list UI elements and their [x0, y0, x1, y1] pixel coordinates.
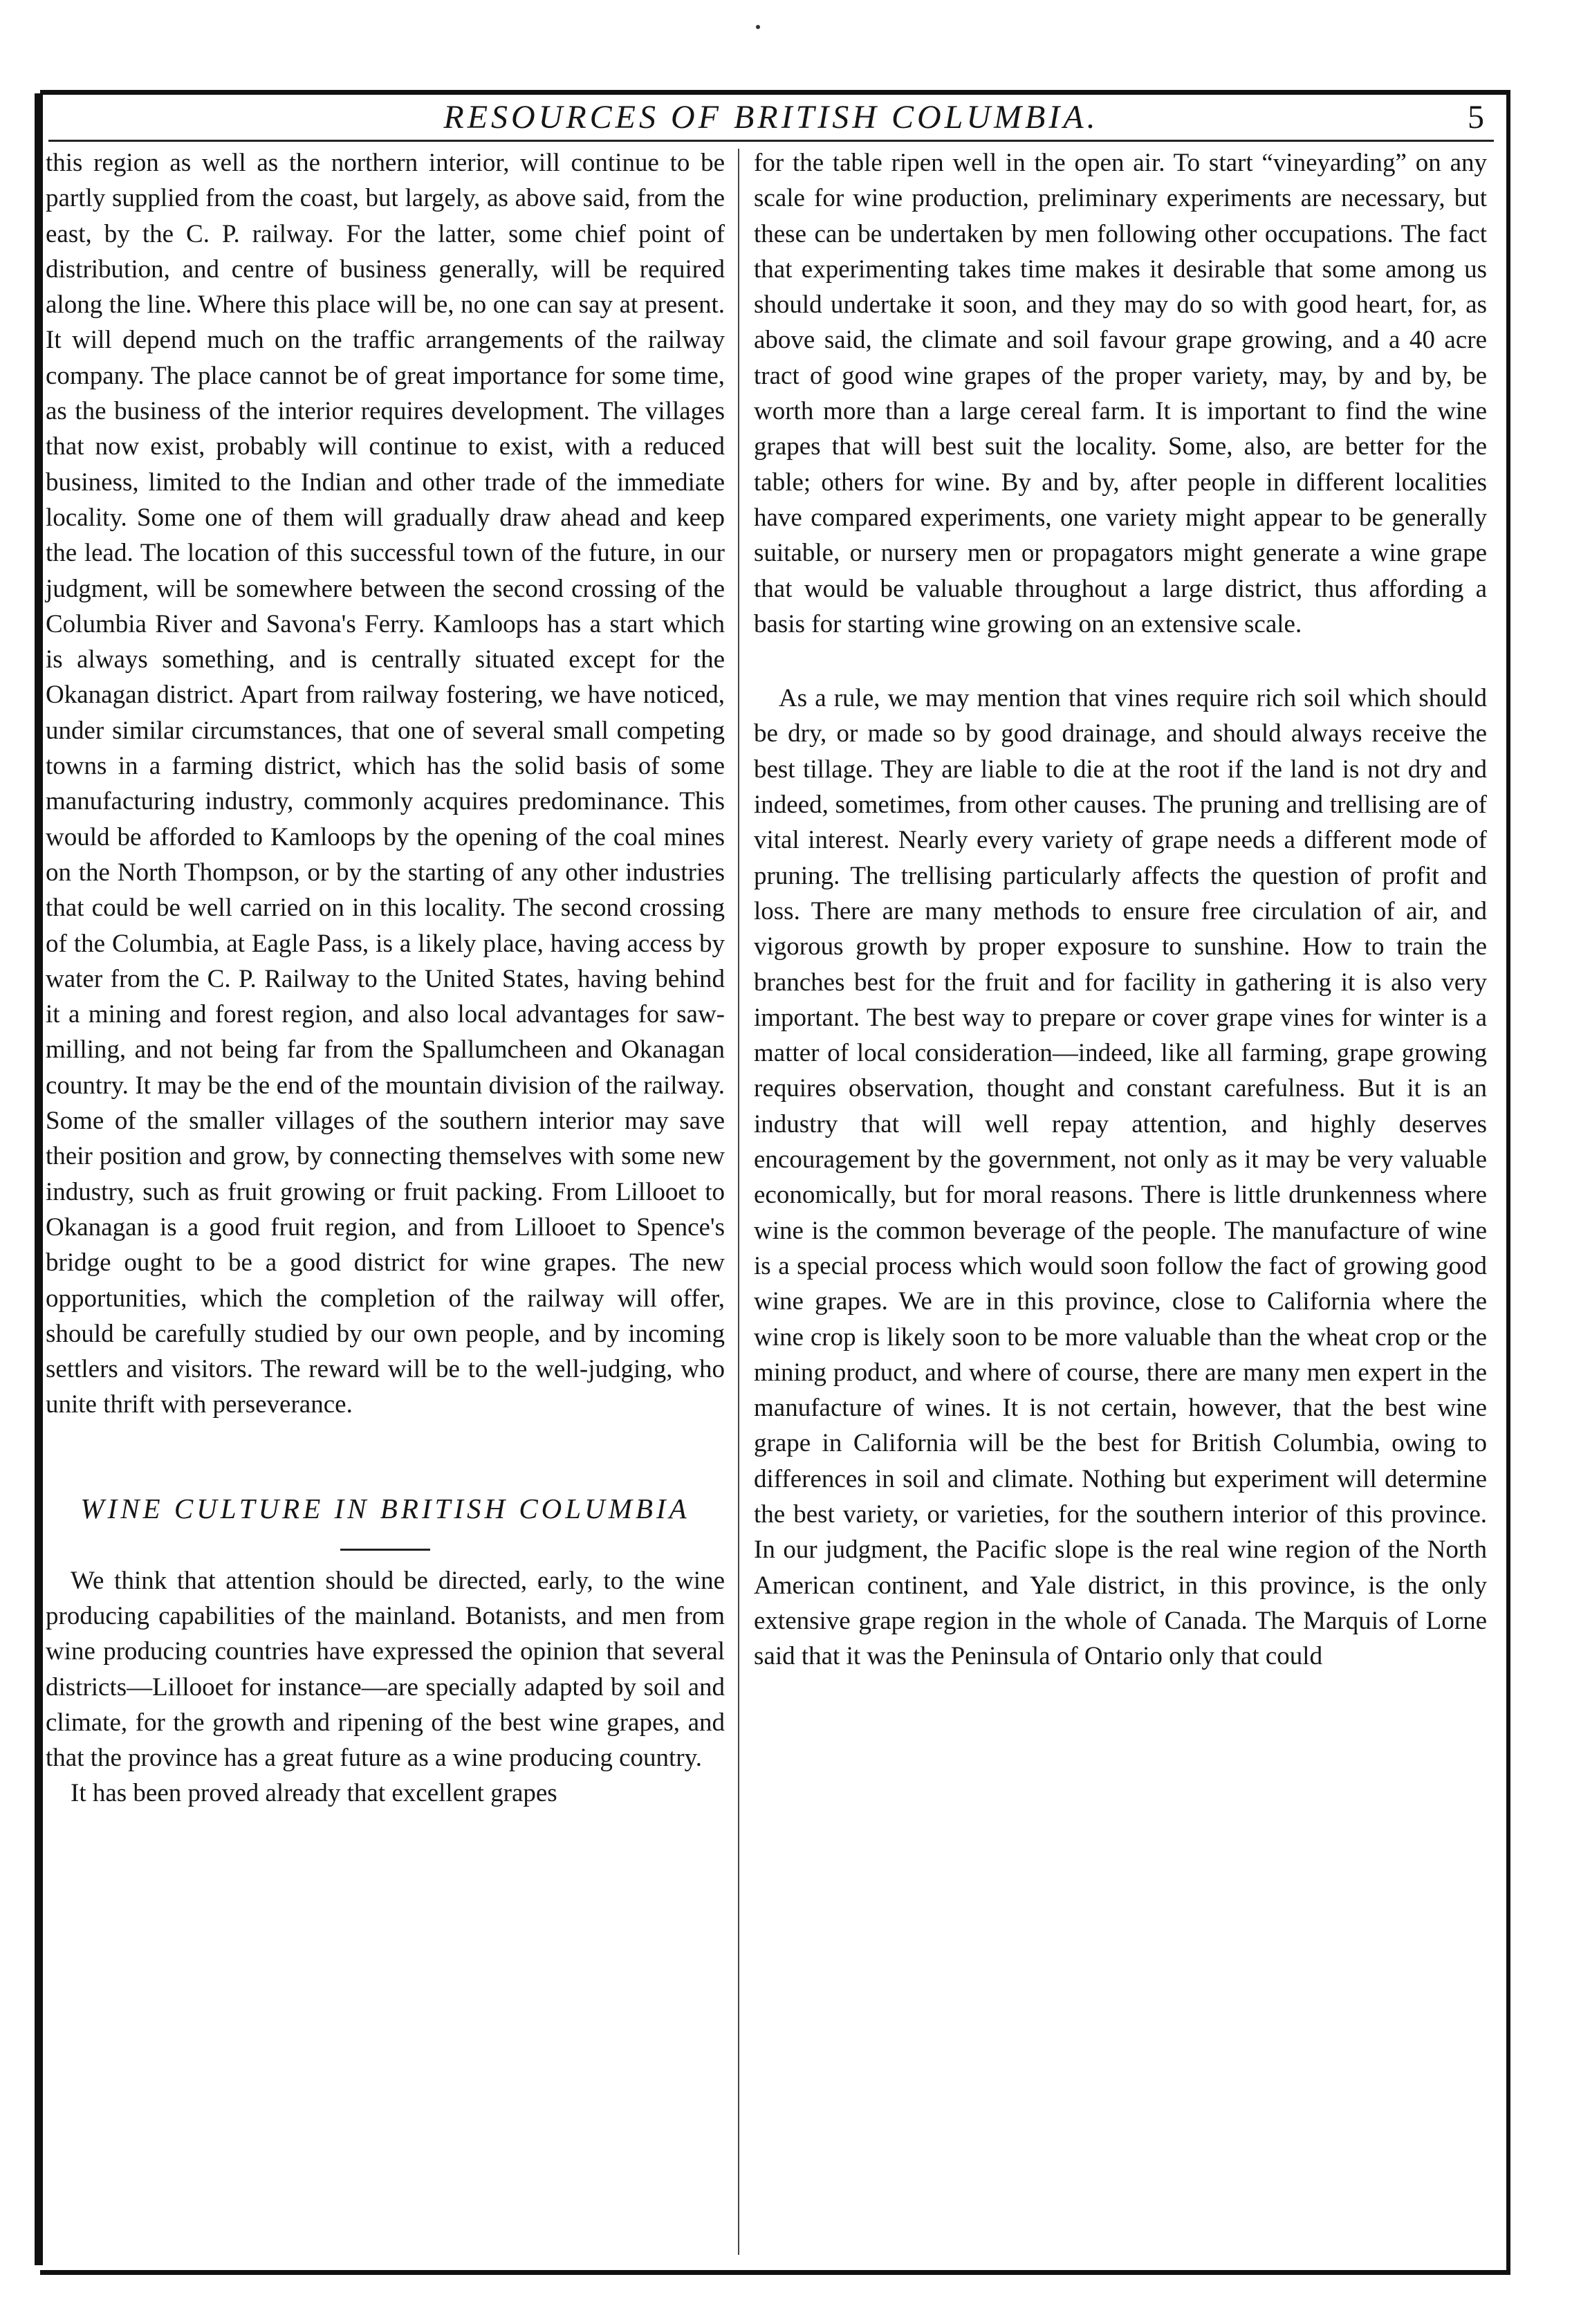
left-paragraph-3: It has been proved already that excellent grapes	[71, 1779, 557, 1808]
running-header	[48, 95, 1494, 142]
right-paragraph-2: As a rule, we may mention that vines require rich soil which should be dry, or made so by good drainage, and should always receive the best tillage. They are liable to die at the root if the land is not dry and indeed, sometimes, from other causes. The pruning and trellising are of vital interest. Nearly every variety of grape needs a different mode of pruning. The trellising particularly affects the question of profit and loss. There are many methods to ensure free circulation of air, and vigorous growth by proper exposure to sunshine. How to train the branches best for the fruit and for facility in gathering it is also very important. The best way to prepare or cover grape vines for winter is a matter of local consideration—indeed, like all farming, grape growing requires observation, thought and constant carefulness. But it is an industry that will well repay attention, and highly deserves encouragement by the government, not only as it may be very valuable economically, but for moral reasons. There is little drunkenness where wine is the common beverage of the people. The manufacture of wine is a special process which would soon follow the fact of growing good wine grapes. We are in this province, close to California where the wine crop is likely soon to be more valuable than the wheat crop or the mining product, and where of course, there are many men expert in the manufacture of wines. It is not certain, however, that the best wine grape in California will be the best for British Columbia, owing to differences in soil and climate. Nothing but experiment will determine the best variety, or varieties, for the southern interior of this province. In our judgment, the Pacific slope is the real wine region of the North American continent, and Yale district, in this province, is the only extensive grape region in the whole of Canada. The Marquis of Lorne said that it was the Peninsula of Ontario only that could	[754, 684, 1487, 1671]
left-paragraph-2: We think that attention should be directed, early, to the wine producing capabilities of the mainland. Botanists, and men from wine producing countries have expressed the opinion that several districts—Lillooet for instance—are specially adapted by soil and climate, for the growth and ripening of the best wine grapes, and that the province has a great future as a wine producing country.	[46, 1566, 725, 1773]
print-speck	[756, 25, 760, 29]
left-paragraph-1: this region as well as the northern interior, will continue to be partly supplied from the coast, but largely, as above said, from the east, by the C. P. railway. For the latter, some chief point of distribution, and centre of business generally, will be required along the line. Where this place will be, no one can say at present. It will depend much on the traffic arrangements of the railway company. The place cannot be of great importance for some time, as the business of the interior requires development. The villages that now exist, probably will continue to exist, with a reduced business, limited to the Indian and other trade of the immediate locality. Some one of them will gradually draw ahead and keep the lead. The location of this successful town of the future, in our judgment, will be somewhere between the second crossing of the Columbia River and Savona's Ferry. Kamloops has a start which is always something, and is centrally situated except for the Okanagan district. Apart from railway fostering, we have noticed, under similar circumstances, that one of several small competing towns in a farming district, which has the solid basis of some manufacturing industry, commonly acquires predominance. This would be afforded to Kamloops by the opening of the coal mines on the North Thompson, or by the starting of any other industries that could be well carried on in this locality. The second crossing of the Columbia, at Eagle Pass, is a likely place, having access by water from the C. P. Railway to the United States, having behind it a mining and forest region, and also local advantages for saw-milling, and not being far from the Spallumcheen and Okanagan country. It may be the end of the mountain division of the railway. Some of the smaller villages of the southern interior may save their position and grow, by connecting themselves with some new industry, such as fruit growing or fruit packing. From Lillooet to Okanagan is a good fruit region, and from Lillooet to Spence's bridge ought to be a good district for wine grapes. The new opportunities, which the completion of the railway will offer, should be carefully studied by our own people, and by incoming settlers and visitors. The reward will be to the well-judging, who unite thrift with perseverance.	[46, 149, 725, 1419]
left-column	[46, 145, 725, 1811]
column-divider	[738, 149, 739, 2255]
paragraph-gap	[754, 642, 1487, 681]
right-paragraph-1: for the table ripen well in the open air. To start “vineyarding” on any scale for wine production, preliminary experiments are necessary, but these can be undertaken by men following other occupations. The fact that experimenting takes time makes it desirable that some among us should undertake it soon, and they may do so with good heart, for, as above said, the climate and soil favour grape growing, and a 40 acre tract of good wine grapes of the proper variety, may, by and by, be worth more than a large cereal farm. It is important to find the wine grapes that will best suit the locality. Some, also, are better for the table; others for wine. By and by, after people in different localities have compared experiments, one variety might appear to be generally suitable, or nursery men or propagators might generate a wine grape that would be valuable throughout a large district, thus affording a basis for starting wine growing on an extensive scale.	[754, 149, 1487, 638]
section-rule	[340, 1549, 430, 1551]
section-heading: WINE CULTURE IN BRITISH COLUMBIA	[80, 1492, 690, 1524]
page-number: 5	[1468, 99, 1484, 136]
right-column	[754, 145, 1487, 1674]
running-title: RESOURCES OF BRITISH COLUMBIA.	[443, 99, 1099, 136]
